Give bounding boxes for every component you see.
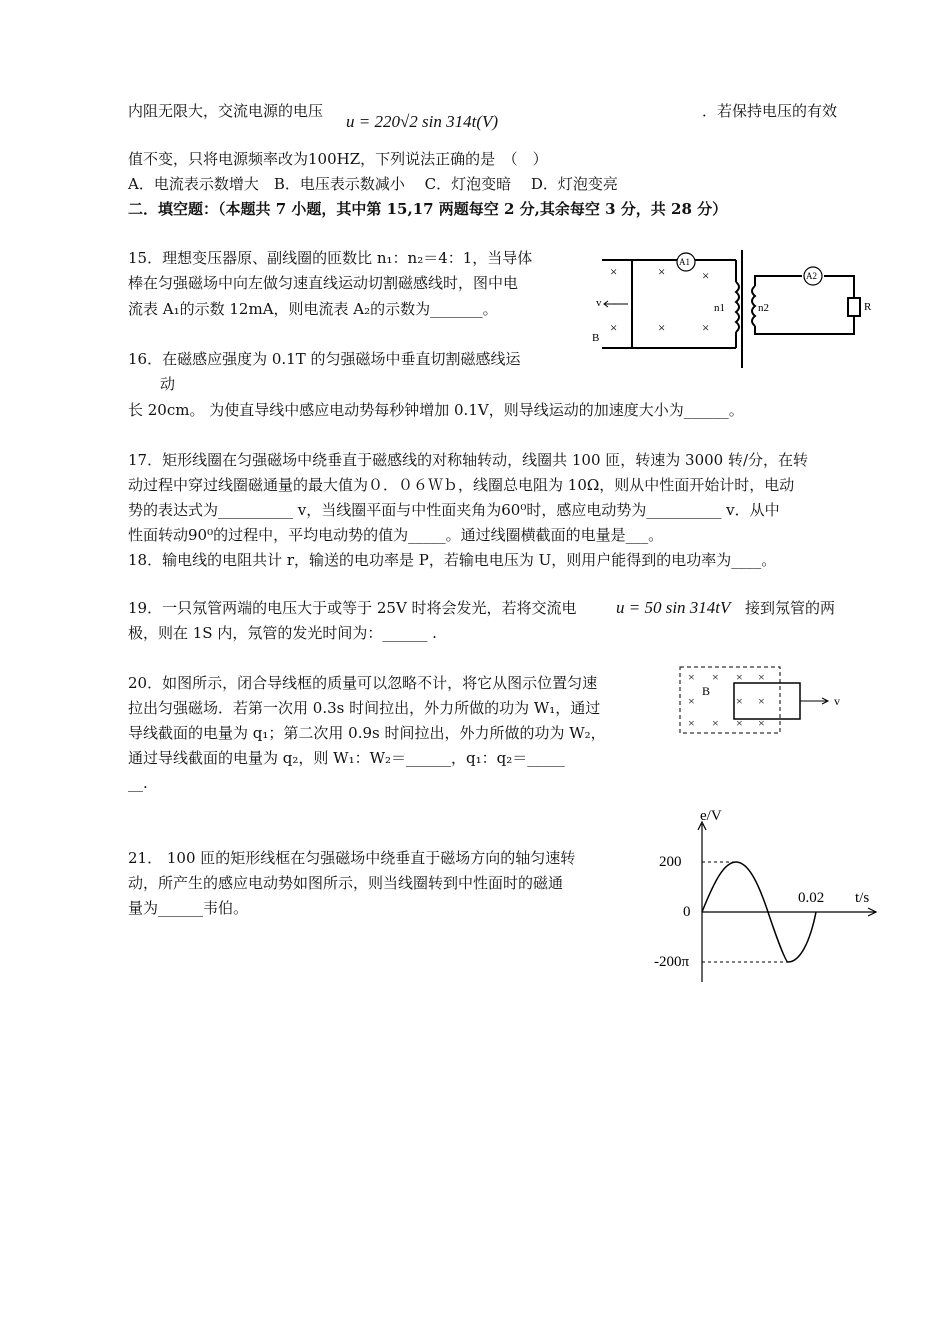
q15-line-3: 流表 A₁的示数 12mA，则电流表 A₂的示数为_______。 [128,300,498,318]
section-heading: 二．填空题：（本题共 7 小题，其中第 15,17 两题每空 2 分,其余每空 3 分，共 28 分） [128,200,728,218]
q19-line-1a: 19．一只氖管两端的电压大于或等于 25V 时将会发光，若将交流电 [128,599,577,617]
transformer-figure [592,246,882,371]
q20-line-4: 通过导线截面的电量为 q₂，则 W₁：W₂＝______，q₁：q₂＝_____ [128,749,565,767]
q16-line-3: 长 20cm。 为使直导线中感应电动势每秒钟增加 0.1V，则导线运动的加速度大小为______。 [128,401,744,419]
intro-line-2: 值不变，只将电源频率改为100HZ，下列说法正确的是 （ ） [128,150,548,168]
y-tick-top: 200 [659,854,682,870]
q19-line-2: 极，则在 1S 内，氖管的发光时间为：______ . [128,624,437,642]
q21-line-3: 量为______韦伯。 [128,899,249,917]
q17-line-4: 性面转动90⁰的过程中，平均电动势的值为_____。通过线圈横截面的电量是___。 [128,526,664,544]
q17-line-1: 17．矩形线圈在匀强磁场中绕垂直于磁感线的对称轴转动，线圈共 100 匝，转速为 3000 转/分，在转 [128,451,809,469]
frame-v-label: v [834,694,840,708]
y-tick-bottom: -200π [654,954,690,970]
q19-line-1b: 接到氖管的两 [745,599,836,617]
intro-line-1b: ．若保持电压的有效 [702,102,838,120]
svg-text:×: × [688,716,695,730]
svg-text:×: × [658,264,666,279]
origin-label: 0 [683,904,691,920]
q20-line-2: 拉出匀强磁场．若第一次用 0.3s 时间拉出，外力所做的功为 W₁，通过 [128,699,601,717]
intro-options: A．电流表示数增大 B．电压表示数减小 C．灯泡变暗 D．灯泡变亮 [128,175,618,193]
frame-b-label: B [702,684,711,698]
neon-voltage-formula: u = 50 sin 314tV [616,598,731,617]
svg-text:×: × [736,694,743,708]
q21-line-2: 动，所产生的感应电动势如图所示，则当线圈转到中性面时的磁通 [128,874,564,892]
q17-line-2: 动过程中穿过线圈磁通量的最大值为０．０６Ｗｂ，线圈总电阻为 10Ω，则从中性面开始计时，电动 [128,476,795,494]
q15-line-1: 15．理想变压器原、副线圈的匝数比 n₁：n₂＝4：1，当导体 [128,249,533,267]
svg-text:×: × [758,694,765,708]
svg-text:×: × [610,320,618,335]
a2-label: A2 [806,271,817,281]
n1-label: n1 [714,302,725,314]
intro-line-1a: 内阻无限大，交流电源的电压 [128,102,324,120]
emf-graph [650,810,890,990]
svg-text:×: × [702,320,710,335]
q16-line-2: 动 [160,375,176,393]
svg-text:×: × [712,716,719,730]
q20-line-3: 导线截面的电量为 q₁；第二次用 0.9s 时间拉出，外力所做的功为 W₂， [128,724,606,742]
y-axis-label: e/V [700,810,722,824]
frame-figure [678,663,853,738]
x-tick: 0.02 [798,890,825,906]
svg-text:×: × [758,670,765,684]
n2-label: n2 [758,302,769,314]
svg-text:×: × [702,268,710,283]
voltage-formula: u = 220√2 sin 314t(V) [346,112,499,131]
q15-line-2: 棒在匀强磁场中向左做匀速直线运动切割磁感线时，图中电 [128,274,519,292]
svg-text:×: × [712,670,719,684]
a1-label: A1 [679,257,690,267]
svg-text:×: × [736,716,743,730]
q17-line-3: 势的表达式为__________ v，当线圈平面与中性面夹角为60⁰时，感应电动势为__________ v．从中 [128,501,780,519]
q21-line-1: 21． 100 匝的矩形线框在匀强磁场中绕垂直于磁场方向的轴匀速转 [128,849,576,867]
svg-text:×: × [758,716,765,730]
v-label: v [596,297,602,309]
svg-text:×: × [658,320,666,335]
x-axis-label: t/s [855,890,870,906]
q20-line-5: __. [128,774,148,792]
b-label: B [592,332,600,344]
svg-text:×: × [688,694,695,708]
r-label: R [864,301,872,313]
svg-text:×: × [736,670,743,684]
svg-text:×: × [688,670,695,684]
svg-text:×: × [610,264,618,279]
q20-line-1: 20．如图所示，闭合导线框的质量可以忽略不计，将它从图示位置匀速 [128,674,598,692]
q16-line-1: 16．在磁感应强度为 0.1T 的匀强磁场中垂直切割磁感线运 [128,350,521,368]
q18-line-1: 18．输电线的电阻共计 r，输送的电功率是 P，若输电电压为 U，则用户能得到的电功率为____。 [128,551,777,569]
